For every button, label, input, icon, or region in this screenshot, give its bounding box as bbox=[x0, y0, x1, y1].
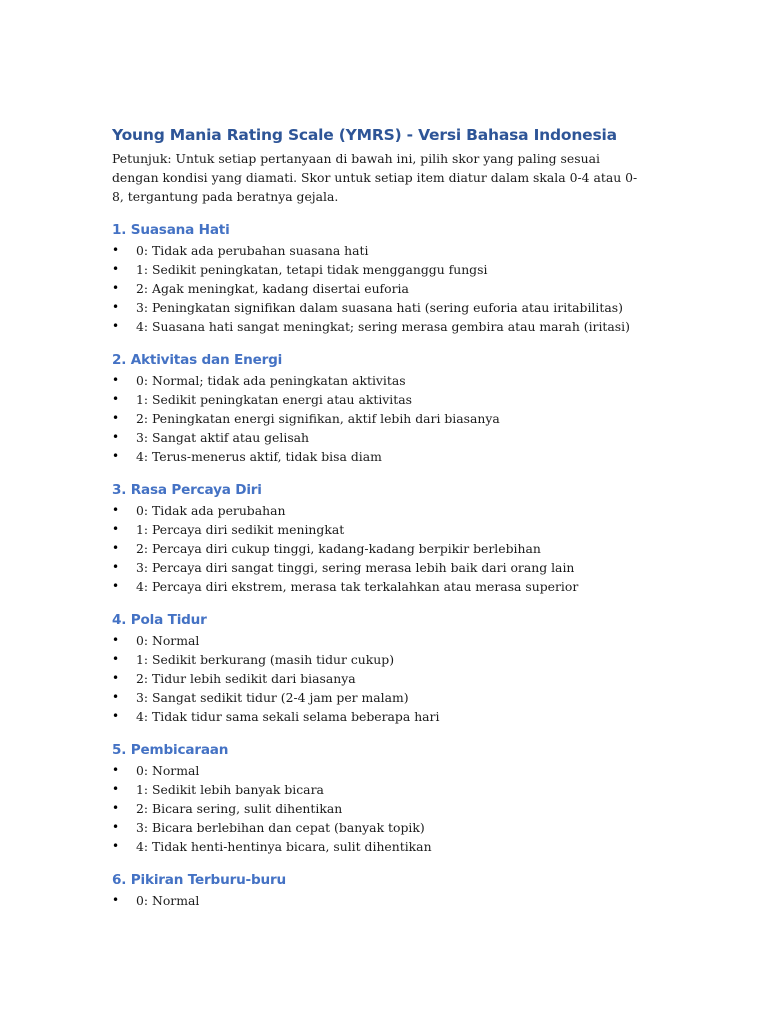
score-item bbox=[112, 669, 672, 688]
bullet-icon: • bbox=[112, 892, 120, 907]
score-list bbox=[112, 631, 672, 727]
section-heading: 4. Pola Tidur bbox=[112, 611, 207, 628]
section-3 bbox=[112, 480, 672, 597]
score-item-text: 4: Tidak henti-hentinya bicara, sulit dihentikan bbox=[136, 839, 432, 855]
document-title: Young Mania Rating Scale (YMRS) - Versi Bahasa Indonesia bbox=[112, 126, 617, 144]
score-item-text: 0: Tidak ada perubahan bbox=[136, 502, 286, 518]
score-item-text: 0: Normal; tidak ada peningkatan aktivitas bbox=[136, 372, 406, 388]
bullet-icon: • bbox=[112, 391, 120, 406]
score-item bbox=[112, 241, 672, 260]
score-item-text: 3: Peningkatan signifikan dalam suasana hati (sering euforia atau iritabilitas) bbox=[136, 300, 623, 316]
score-item-text: 2: Tidur lebih sedikit dari biasanya bbox=[136, 671, 356, 687]
score-item-text: 3: Sangat aktif atau gelisah bbox=[136, 430, 310, 446]
bullet-icon: • bbox=[112, 560, 120, 575]
score-item bbox=[112, 818, 672, 837]
bullet-icon: • bbox=[112, 651, 120, 666]
bullet-icon: • bbox=[112, 839, 120, 854]
bullet-icon: • bbox=[112, 762, 120, 777]
score-item-text: 2: Percaya diri cukup tinggi, kadang-kadang berpikir berlebihan bbox=[136, 541, 541, 557]
score-item bbox=[112, 558, 672, 577]
bullet-icon: • bbox=[112, 281, 120, 296]
section-6 bbox=[112, 870, 672, 910]
sections-container bbox=[112, 220, 672, 910]
score-item-text: 2: Agak meningkat, kadang disertai euforia bbox=[136, 281, 409, 297]
score-item bbox=[112, 447, 672, 466]
score-item-text: 1: Sedikit lebih banyak bicara bbox=[136, 781, 324, 797]
score-item-text: 0: Normal bbox=[136, 892, 200, 908]
score-item bbox=[112, 837, 672, 856]
bullet-icon: • bbox=[112, 300, 120, 315]
score-item bbox=[112, 279, 672, 298]
score-item bbox=[112, 317, 672, 336]
score-item bbox=[112, 577, 672, 596]
score-item bbox=[112, 891, 672, 910]
score-list bbox=[112, 241, 672, 337]
score-item-text: 3: Sangat sedikit tidur (2-4 jam per malam) bbox=[136, 690, 409, 706]
section-heading: 2. Aktivitas dan Energi bbox=[112, 351, 283, 368]
bullet-icon: • bbox=[112, 319, 120, 334]
bullet-icon: • bbox=[112, 671, 120, 686]
bullet-icon: • bbox=[112, 541, 120, 556]
score-item bbox=[112, 631, 672, 650]
bullet-icon: • bbox=[112, 411, 120, 426]
score-item bbox=[112, 390, 672, 409]
bullet-icon: • bbox=[112, 709, 120, 724]
score-list bbox=[112, 761, 672, 857]
score-item-text: 4: Terus-menerus aktif, tidak bisa diam bbox=[136, 449, 382, 465]
score-item bbox=[112, 780, 672, 799]
bullet-icon: • bbox=[112, 579, 120, 594]
score-item-text: 1: Sedikit berkurang (masih tidur cukup) bbox=[136, 651, 395, 667]
score-item bbox=[112, 799, 672, 818]
score-item-text: 2: Peningkatan energi signifikan, aktif lebih dari biasanya bbox=[136, 411, 500, 427]
score-item bbox=[112, 260, 672, 279]
bullet-icon: • bbox=[112, 502, 120, 517]
score-item-text: 1: Percaya diri sedikit meningkat bbox=[136, 521, 345, 537]
score-item bbox=[112, 688, 672, 707]
score-item bbox=[112, 298, 672, 317]
section-1 bbox=[112, 220, 672, 337]
score-item bbox=[112, 539, 672, 558]
section-4 bbox=[112, 610, 672, 727]
bullet-icon: • bbox=[112, 449, 120, 464]
score-list bbox=[112, 891, 672, 910]
bullet-icon: • bbox=[112, 242, 120, 257]
score-item bbox=[112, 501, 672, 520]
score-item-text: 0: Tidak ada perubahan suasana hati bbox=[136, 242, 369, 258]
bullet-icon: • bbox=[112, 632, 120, 647]
score-item-text: 1: Sedikit peningkatan, tetapi tidak mengganggu fungsi bbox=[136, 261, 488, 277]
bullet-icon: • bbox=[112, 801, 120, 816]
section-heading: 1. Suasana Hati bbox=[112, 221, 230, 238]
score-item-text: 0: Normal bbox=[136, 632, 200, 648]
bullet-icon: • bbox=[112, 372, 120, 387]
section-heading: 3. Rasa Percaya Diri bbox=[112, 481, 262, 498]
score-list bbox=[112, 501, 672, 597]
section-2 bbox=[112, 350, 672, 467]
bullet-icon: • bbox=[112, 261, 120, 276]
score-item-text: 4: Percaya diri ekstrem, merasa tak terkalahkan atau merasa superior bbox=[136, 579, 579, 595]
section-5 bbox=[112, 740, 672, 857]
score-item-text: 3: Bicara berlebihan dan cepat (banyak topik) bbox=[136, 820, 425, 836]
bullet-icon: • bbox=[112, 430, 120, 445]
instructions-paragraph: Petunjuk: Untuk setiap pertanyaan di bawah ini, pilih skor yang paling sesuai dengan kondisi yang diamati. Skor untuk setiap item diatur dalam skala 0-4 atau 0-8, tergantung pada beratnya gejala. bbox=[112, 151, 638, 205]
score-item bbox=[112, 520, 672, 539]
bullet-icon: • bbox=[112, 781, 120, 796]
score-item bbox=[112, 409, 672, 428]
bullet-icon: • bbox=[112, 820, 120, 835]
score-item bbox=[112, 761, 672, 780]
score-item bbox=[112, 707, 672, 726]
score-list bbox=[112, 371, 672, 467]
score-item-text: 0: Normal bbox=[136, 762, 200, 778]
score-item bbox=[112, 371, 672, 390]
bullet-icon: • bbox=[112, 690, 120, 705]
score-item-text: 2: Bicara sering, sulit dihentikan bbox=[136, 801, 343, 817]
score-item-text: 3: Percaya diri sangat tinggi, sering merasa lebih baik dari orang lain bbox=[136, 560, 575, 576]
score-item-text: 1: Sedikit peningkatan energi atau aktivitas bbox=[136, 391, 413, 407]
score-item bbox=[112, 428, 672, 447]
score-item-text: 4: Tidak tidur sama sekali selama beberapa hari bbox=[136, 709, 440, 725]
document-content bbox=[112, 124, 672, 910]
bullet-icon: • bbox=[112, 521, 120, 536]
section-heading: 6. Pikiran Terburu-buru bbox=[112, 871, 286, 888]
score-item-text: 4: Suasana hati sangat meningkat; sering merasa gembira atau marah (iritasi) bbox=[136, 319, 630, 335]
score-item bbox=[112, 650, 672, 669]
section-heading: 5. Pembicaraan bbox=[112, 741, 229, 758]
